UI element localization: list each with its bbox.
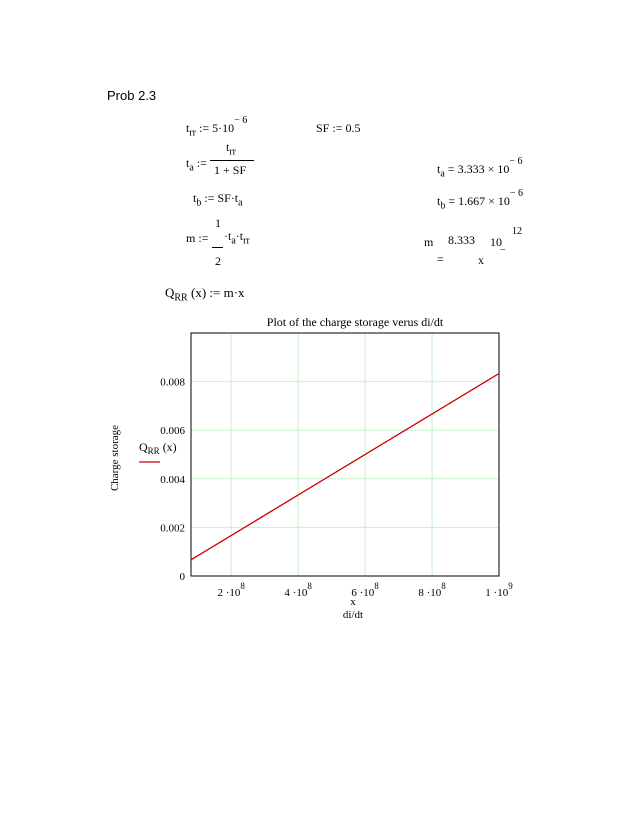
ta-result: $t_a = 3.333 \times 10^{- 6}$ xyxy=(437,156,523,180)
tb-definition: $t_b$ := $SF\cdot t_a$ xyxy=(193,191,243,209)
series-layer xyxy=(191,374,499,560)
x-axis-label-didt: di/dt xyxy=(342,609,364,621)
sf-op: := xyxy=(332,121,343,135)
plot-frame xyxy=(191,333,499,576)
m-result-lhs: m xyxy=(424,235,434,249)
m-factors: $\cdot t_a\cdot t_{rr}$ xyxy=(224,229,250,247)
trr-lhs: t xyxy=(186,121,190,135)
y-tick-label: 0.004 xyxy=(160,473,185,486)
trr-lhs-sub: rr xyxy=(189,127,197,139)
m-denominator: 2 xyxy=(215,254,221,268)
chart-title: Plot of the charge storage verus di/dt xyxy=(266,315,444,329)
x-axis-label: x xyxy=(350,596,356,608)
x-tick-label: $4 \cdot 10^8$ xyxy=(284,581,312,599)
x-tick-label: $2 \cdot 10^8$ xyxy=(217,581,245,599)
trr-op: := xyxy=(199,121,210,135)
tb-result: $t_b = 1.667 \times 10^{- 6}$ xyxy=(437,188,524,212)
m-result-exp-sign: − xyxy=(500,245,506,256)
y-tick-label: 0.006 xyxy=(160,425,185,438)
m-result-times: x xyxy=(478,253,484,267)
trr-exp: − 6 xyxy=(234,115,248,126)
legend-expr: $Q_{RR}$ (x) xyxy=(139,440,177,456)
problem-label: Prob 2.3 xyxy=(107,88,157,103)
x-tick-label: $1 \cdot 10^9$ xyxy=(485,581,513,599)
m-result-op: = xyxy=(437,252,444,266)
m-definition-lhs: m := xyxy=(186,231,209,245)
ta-op: := xyxy=(196,156,207,170)
m-result-exponent: 12 xyxy=(512,226,522,237)
y-tick-labels xyxy=(160,377,185,583)
ta-numerator: $t_{rr}$ xyxy=(226,140,237,158)
x-tick-labels xyxy=(217,581,513,599)
y-tick-label: 0.002 xyxy=(160,522,185,535)
q-definition: $Q_{RR}$ (x) := m·x xyxy=(165,285,245,304)
legend xyxy=(139,440,177,462)
ta-lhs: t xyxy=(186,156,190,170)
m-result-mantissa: 8.333 xyxy=(448,233,475,247)
ta-lhs-sub: a xyxy=(189,162,194,174)
sf-lhs: SF xyxy=(316,121,330,135)
m-result-base: 10 xyxy=(490,235,502,249)
x-tick-label: $6 \cdot 10^8$ xyxy=(351,581,379,599)
y-tick-label: 0.008 xyxy=(160,376,185,389)
trr-rhs: 5·10 xyxy=(212,121,235,135)
series-line xyxy=(191,374,499,560)
x-tick-label: $8 \cdot 10^8$ xyxy=(418,581,446,599)
y-axis-label: Charge storage xyxy=(109,424,121,492)
sf-rhs: 0.5 xyxy=(345,121,361,135)
grid-layer xyxy=(191,333,499,576)
y-tick-label: 0 xyxy=(179,571,185,583)
m-numerator: 1 xyxy=(215,216,221,230)
ta-denominator: 1 + SF xyxy=(214,163,247,177)
